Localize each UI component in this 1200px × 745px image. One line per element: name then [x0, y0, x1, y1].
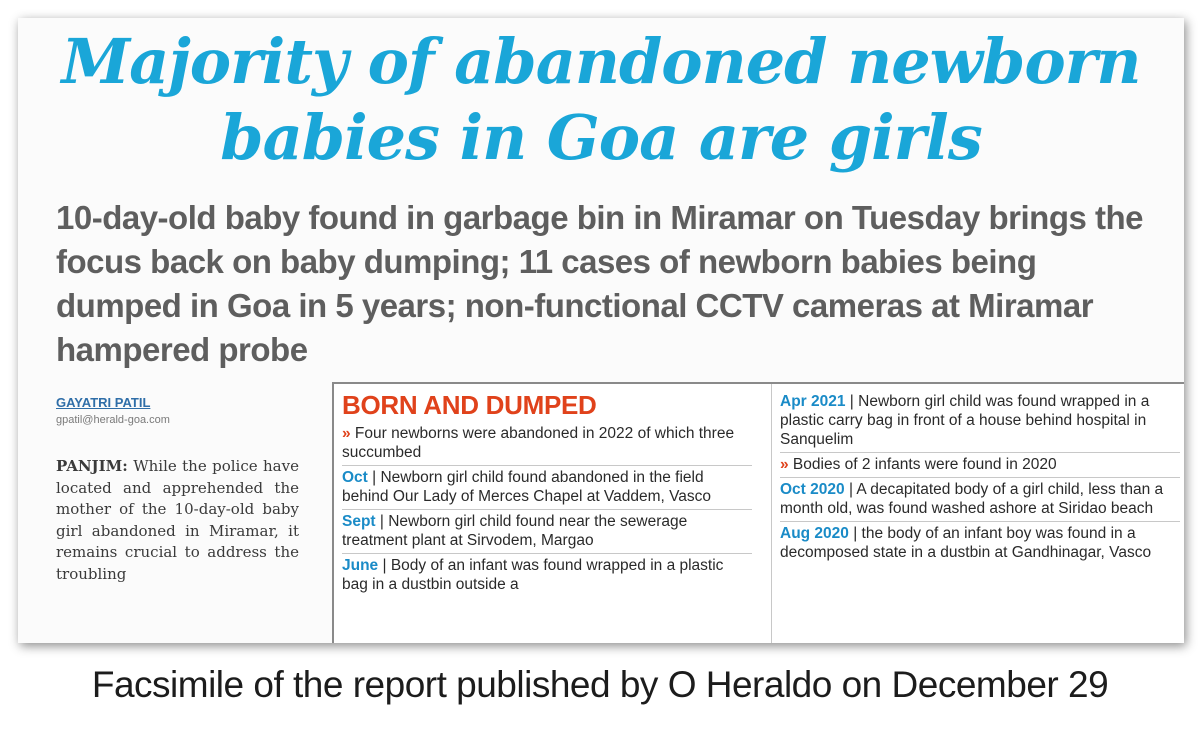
byline-author: GAYATRI PATIL	[56, 395, 151, 410]
entry-date: Oct 2020	[780, 481, 845, 498]
newspaper-clipping	[18, 18, 1184, 643]
sidebar-entry	[780, 478, 1180, 522]
entry-text: | Newborn girl child was found wrapped in a plastic carry bag in front of a house behind hospital in Sanquelim	[780, 393, 1150, 448]
entry-date: Oct	[342, 469, 368, 486]
entry-text: | A decapitated body of a girl child, less than a month old, was found washed ashore at Siridao beach	[780, 481, 1164, 517]
sidebar-title: BORN AND DUMPED	[342, 390, 597, 420]
sidebar-entry	[342, 554, 752, 597]
sidebar-entry	[342, 466, 752, 510]
sidebar-entry	[342, 422, 752, 466]
article-body-text: While the police have located and apprehended the mother of the 10-day-old baby girl abandoned in Miramar, it remains crucial to address the troubling	[56, 457, 299, 583]
entry-text: | the body of an infant boy was found in a decomposed state in a dustbin at Gandhinagar, Vasco	[780, 525, 1152, 561]
sidebar-right-column	[780, 390, 1180, 565]
headline	[18, 24, 1184, 176]
entry-text: | Newborn girl child found near the sewerage treatment plant at Sirvodem, Margao	[342, 513, 688, 549]
entry-text: | Newborn girl child found abandoned in the field behind Our Lady of Merces Chapel at Vaddem, Vasco	[342, 469, 712, 505]
sidebar-entry	[342, 510, 752, 554]
sidebar-entry	[780, 522, 1180, 565]
sidebar-left-column	[342, 390, 752, 597]
sidebar-entry	[780, 453, 1180, 478]
entry-date: Sept	[342, 513, 376, 530]
entry-text: | Body of an infant was found wrapped in a plastic bag in a dustbin outside a	[342, 557, 724, 593]
entry-text: Bodies of 2 infants were found in 2020	[788, 456, 1057, 473]
column-divider	[771, 384, 772, 643]
headline-line-2: babies in Goa are girls	[220, 101, 982, 174]
caption: Facsimile of the report published by O Heraldo on December 29	[91, 664, 1109, 705]
subheadline-deck: 10-day-old baby found in garbage bin in Miramar on Tuesday brings the focus back on baby dumping; 11 cases of newborn babies being dumped in Goa in 5 years; non-functional CCTV cameras at Miramar hampered probe	[56, 199, 1144, 368]
sidebar-entry	[780, 390, 1180, 453]
bullet-marker: »	[342, 425, 351, 442]
article-body	[56, 456, 299, 585]
entry-date: Apr 2021	[780, 393, 846, 410]
sidebar-box	[332, 382, 1184, 643]
entry-text: Four newborns were abandoned in 2022 of which three succumbed	[342, 425, 735, 461]
entry-date: Aug 2020	[780, 525, 849, 542]
bullet-marker: »	[780, 456, 789, 473]
entry-date: June	[342, 557, 379, 574]
byline-email: gpatil@herald-goa.com	[56, 414, 170, 426]
dateline: PANJIM:	[56, 457, 128, 475]
headline-line-1: Majority of abandoned newborn	[61, 25, 1141, 98]
